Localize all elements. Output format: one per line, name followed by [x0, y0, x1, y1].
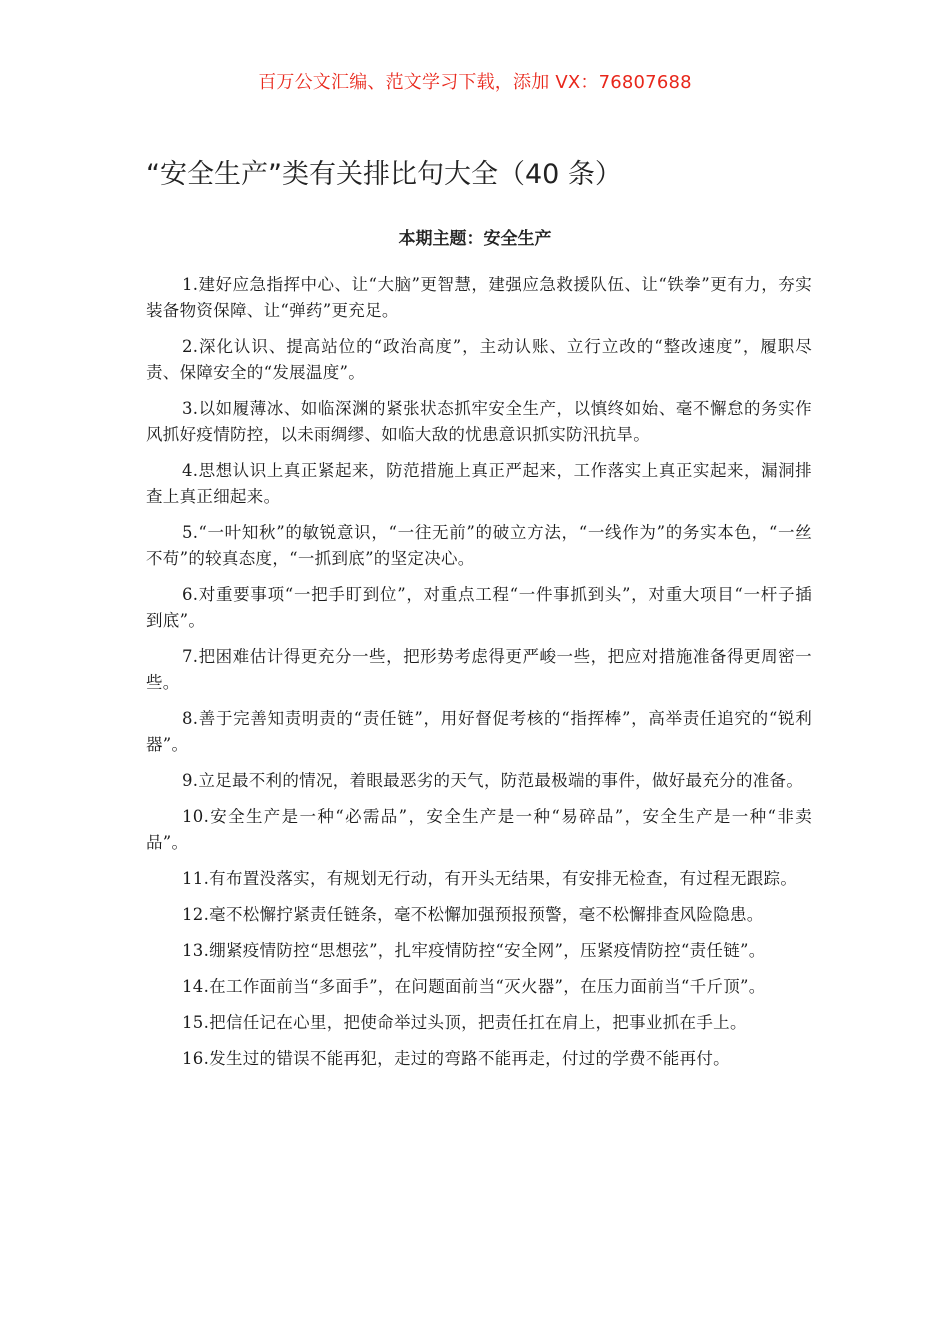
- list-item: 3.以如履薄冰、如临深渊的紧张状态抓牢安全生产，以慎终如始、毫不懈怠的务实作风抓好疫情防控，以未雨绸缪、如临大敌的忧患意识抓实防汛抗旱。: [146, 399, 812, 444]
- watermark-banner: 百万公文汇编、范文学习下载，添加 VX：76807688: [258, 72, 692, 93]
- list-item: 13.绷紧疫情防控“思想弦”，扎牢疫情防控“安全网”，压紧疫情防控“责任链”。: [182, 941, 766, 960]
- list-item: 10.安全生产是一种“必需品”，安全生产是一种“易碎品”，安全生产是一种“非卖品”。: [146, 807, 812, 852]
- list-item: 7.把困难估计得更充分一些，把形势考虑得更严峻一些，把应对措施准备得更周密一些。: [146, 647, 812, 692]
- sentence-list: [146, 272, 812, 1082]
- page-title: “安全生产”类有关排比句大全（40 条）: [146, 159, 622, 190]
- list-item: 4.思想认识上真正紧起来，防范措施上真正严起来，工作落实上真正实起来，漏洞排查上真正细起来。: [146, 461, 812, 506]
- list-item: 1.建好应急指挥中心、让“大脑”更智慧，建强应急救援队伍、让“铁拳”更有力，夯实装备物资保障、让“弹药”更充足。: [146, 275, 812, 320]
- list-item: 12.毫不松懈拧紧责任链条，毫不松懈加强预报预警，毫不松懈排查风险隐患。: [182, 905, 764, 924]
- list-item: 15.把信任记在心里，把使命举过头顶，把责任扛在肩上，把事业抓在手上。: [182, 1013, 747, 1032]
- list-item: 14.在工作面前当“多面手”，在问题面前当“灭火器”，在压力面前当“千斤顶”。: [182, 977, 766, 996]
- list-item: 11.有布置没落实，有规划无行动，有开头无结果，有安排无检查，有过程无跟踪。: [182, 869, 798, 888]
- list-item: 6.对重要事项“一把手盯到位”，对重点工程“一件事抓到头”，对重大项目“一杆子插到底”。: [146, 585, 812, 630]
- list-item: 16.发生过的错误不能再犯，走过的弯路不能再走，付过的学费不能再付。: [182, 1049, 730, 1068]
- subtitle: 本期主题：安全生产: [398, 229, 552, 249]
- list-item: 5.“一叶知秋”的敏锐意识，“一往无前”的破立方法，“一线作为”的务实本色，“一丝不苟”的较真态度，“一抓到底”的坚定决心。: [146, 523, 812, 568]
- list-item: 8.善于完善知责明责的“责任链”，用好督促考核的“指挥棒”，高举责任追究的“锐利器”。: [146, 709, 812, 754]
- list-item: 9.立足最不利的情况，着眼最恶劣的天气，防范最极端的事件，做好最充分的准备。: [182, 771, 804, 790]
- list-item: 2.深化认识、提高站位的“政治高度”，主动认账、立行立改的“整改速度”，履职尽责、保障安全的“发展温度”。: [146, 337, 812, 382]
